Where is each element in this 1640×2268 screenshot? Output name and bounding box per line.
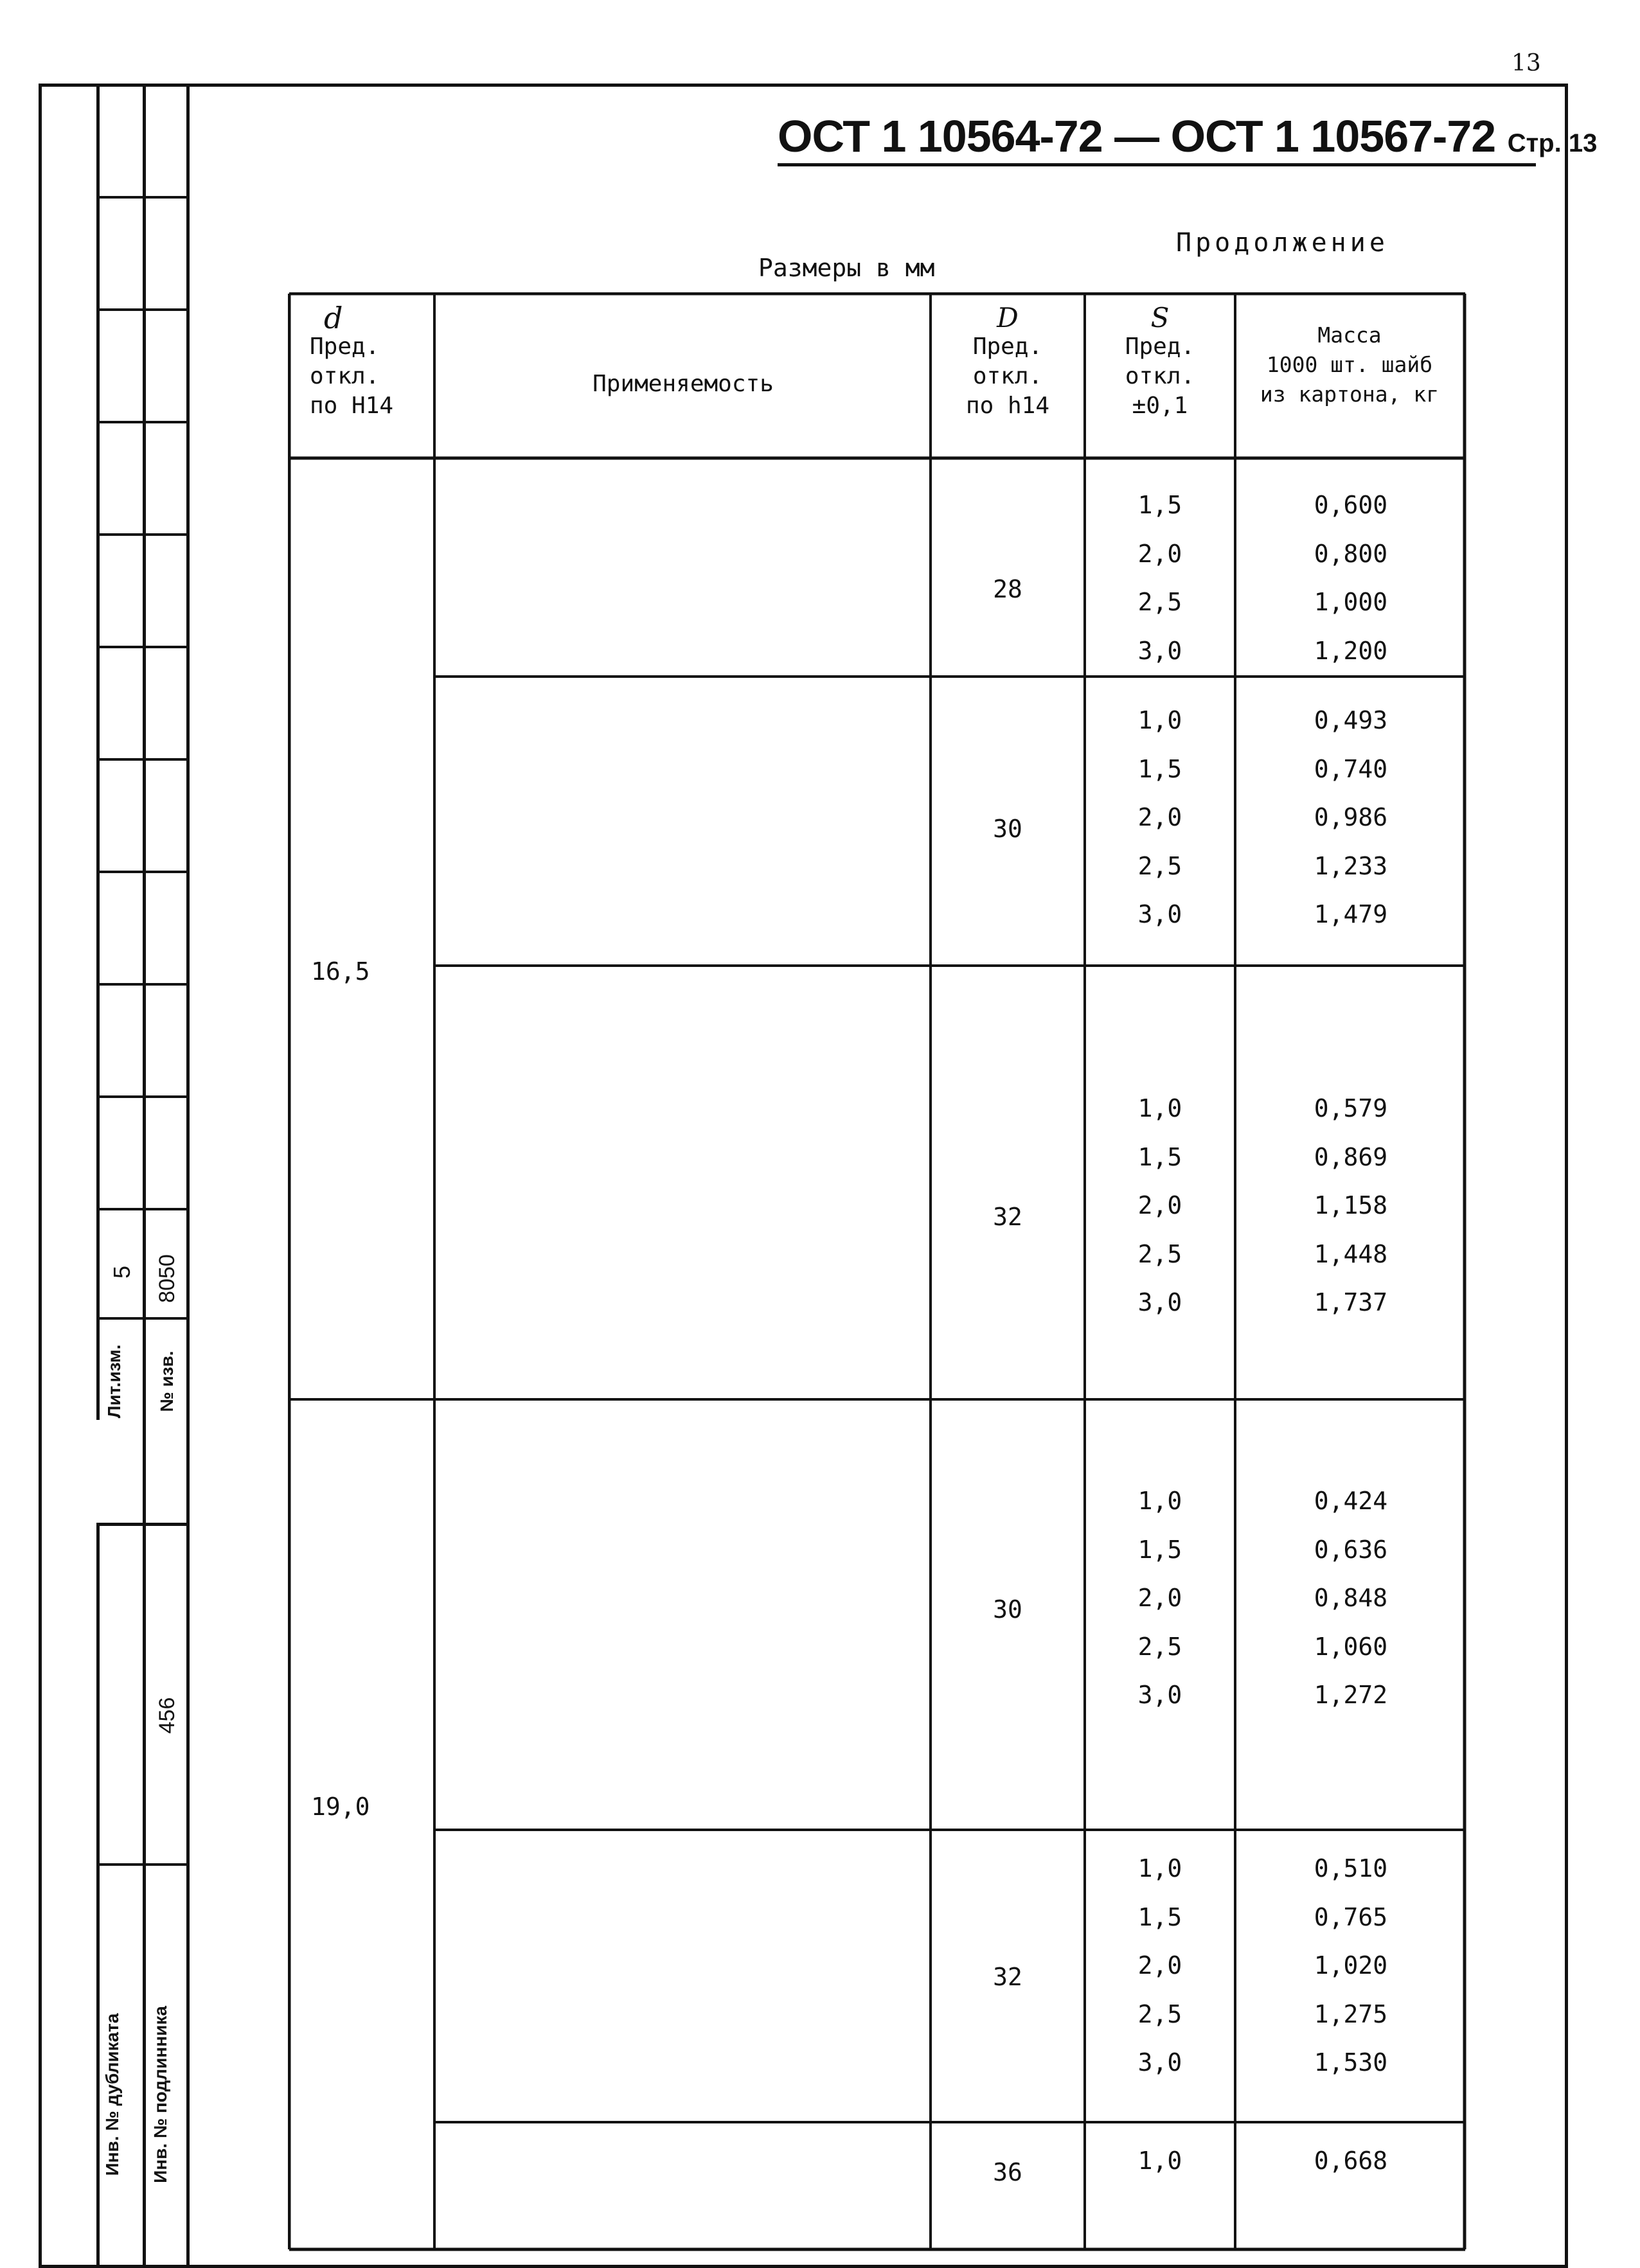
mass-value: 1,060 bbox=[1314, 1632, 1388, 1661]
stamp-divider bbox=[143, 1523, 146, 2268]
mass-value: 1,158 bbox=[1314, 1191, 1388, 1219]
mass-value: 0,800 bbox=[1314, 539, 1388, 568]
continuation-label: Продолжение bbox=[1176, 228, 1389, 258]
title-underline bbox=[778, 163, 1536, 166]
d-value: 16,5 bbox=[311, 957, 370, 986]
mass-value: 1,530 bbox=[1314, 2048, 1388, 2077]
mass-value: 1,448 bbox=[1314, 1239, 1388, 1268]
S-value: 2,5 bbox=[1137, 1999, 1182, 2028]
header-d-line: Пред. bbox=[310, 333, 380, 360]
D-value: 30 bbox=[993, 1595, 1022, 1624]
stamp-divider bbox=[96, 196, 186, 199]
S-value: 2,0 bbox=[1137, 539, 1182, 568]
header-D-symbol: D bbox=[997, 302, 1019, 333]
mass-value: 0,765 bbox=[1314, 1902, 1388, 1931]
S-value: 1,5 bbox=[1137, 1535, 1182, 1564]
header-mass-line: из картона, кг bbox=[1260, 382, 1439, 407]
mass-value: 0,848 bbox=[1314, 1584, 1388, 1612]
stamp-divider bbox=[143, 84, 146, 1523]
stamp-divider bbox=[96, 308, 186, 311]
S-value: 1,0 bbox=[1137, 1487, 1182, 1515]
header-S-line: откл. bbox=[1125, 363, 1195, 389]
header-mass-line: 1000 шт. шайб bbox=[1266, 352, 1433, 377]
header-D bbox=[931, 304, 1085, 421]
mass-value: 1,479 bbox=[1314, 900, 1388, 928]
mass-value: 0,600 bbox=[1314, 491, 1388, 519]
mass-value: 0,579 bbox=[1314, 1094, 1388, 1122]
header-D-line: откл. bbox=[972, 363, 1043, 389]
stamp-divider bbox=[96, 1523, 186, 1526]
S-value: 1,0 bbox=[1137, 1094, 1182, 1122]
S-value: 2,0 bbox=[1137, 1951, 1182, 1980]
mass-value: 1,233 bbox=[1314, 851, 1388, 880]
stamp-divider bbox=[186, 84, 190, 2268]
header-D-line: по h14 bbox=[965, 393, 1050, 419]
header-d-line: откл. bbox=[310, 363, 380, 389]
d-value: 19,0 bbox=[311, 1793, 370, 1821]
D-value: 28 bbox=[993, 575, 1022, 604]
stamp-inv-dubl-label: Инв. № дубликата bbox=[102, 2013, 122, 2176]
stamp-divider bbox=[96, 421, 186, 423]
S-value: 2,5 bbox=[1137, 851, 1182, 880]
stamp-divider bbox=[96, 84, 100, 1420]
S-value: 3,0 bbox=[1137, 636, 1182, 665]
stamp-n-izv-value: 8050 bbox=[155, 1254, 179, 1303]
stamp-divider bbox=[96, 533, 186, 536]
mass-value: 1,275 bbox=[1314, 1999, 1388, 2028]
header-d bbox=[310, 301, 451, 421]
S-value: 3,0 bbox=[1137, 2048, 1182, 2077]
S-value: 3,0 bbox=[1137, 1681, 1182, 1709]
S-value: 1,0 bbox=[1137, 1854, 1182, 1883]
header-D-line: Пред. bbox=[972, 333, 1043, 360]
document-title bbox=[778, 111, 1597, 162]
S-value: 2,0 bbox=[1137, 803, 1182, 831]
D-value: 32 bbox=[993, 1963, 1022, 1991]
S-value: 2,0 bbox=[1137, 1584, 1182, 1612]
stamp-n-izv-label: № изв. bbox=[157, 1351, 177, 1412]
header-S-line: ±0,1 bbox=[1132, 393, 1188, 419]
S-value: 2,5 bbox=[1137, 1239, 1182, 1268]
D-value: 30 bbox=[993, 815, 1022, 843]
stamp-lit-izm-label: Лит.изм. bbox=[104, 1344, 124, 1419]
stamp-divider bbox=[96, 1317, 186, 1320]
header-S-symbol: S bbox=[1150, 302, 1170, 333]
S-value: 1,0 bbox=[1137, 706, 1182, 734]
title-main: ОСТ 1 10564-72 — ОСТ 1 10567-72 bbox=[778, 111, 1496, 161]
S-value: 3,0 bbox=[1137, 1288, 1182, 1316]
S-value: 1,5 bbox=[1137, 1902, 1182, 1931]
D-value: 36 bbox=[993, 2158, 1022, 2186]
stamp-divider bbox=[96, 983, 186, 986]
mass-value: 0,668 bbox=[1314, 2147, 1388, 2175]
S-value: 2,5 bbox=[1137, 1632, 1182, 1661]
stamp-inv-podl-value: 456 bbox=[155, 1697, 179, 1734]
header-S bbox=[1085, 304, 1235, 421]
stamp-divider bbox=[96, 1095, 186, 1098]
mass-value: 1,200 bbox=[1314, 636, 1388, 665]
stamp-divider bbox=[96, 871, 186, 873]
stamp-lit-izm-value: 5 bbox=[109, 1265, 135, 1279]
washer-table bbox=[288, 292, 1466, 2252]
mass-value: 1,272 bbox=[1314, 1681, 1388, 1709]
mass-value: 1,020 bbox=[1314, 1951, 1388, 1980]
S-value: 1,5 bbox=[1137, 754, 1182, 783]
S-value: 1,5 bbox=[1137, 1142, 1182, 1171]
mass-value: 0,493 bbox=[1314, 706, 1388, 734]
stamp-divider bbox=[96, 758, 186, 761]
stamp-inv-podl-label: Инв. № подлинника bbox=[150, 2006, 170, 2183]
header-applicability: Применяемость bbox=[593, 371, 774, 397]
S-value: 2,0 bbox=[1137, 1191, 1182, 1219]
mass-value: 0,986 bbox=[1314, 803, 1388, 831]
page-number: 13 bbox=[1511, 50, 1541, 76]
mass-value: 0,869 bbox=[1314, 1142, 1388, 1171]
header-mass-line: Масса bbox=[1317, 323, 1382, 348]
S-value: 2,5 bbox=[1137, 588, 1182, 616]
D-value: 32 bbox=[993, 1203, 1022, 1231]
mass-value: 0,740 bbox=[1314, 754, 1388, 783]
S-value: 1,5 bbox=[1137, 491, 1182, 519]
mass-value: 1,000 bbox=[1314, 588, 1388, 616]
mass-value: 1,737 bbox=[1314, 1288, 1388, 1316]
header-d-line: по Н14 bbox=[310, 393, 394, 419]
units-note: Размеры в мм bbox=[758, 254, 935, 282]
title-page-label: Стр. 13 bbox=[1507, 129, 1598, 157]
header-S-line: Пред. bbox=[1125, 333, 1195, 360]
mass-value: 0,636 bbox=[1314, 1535, 1388, 1564]
header-mass bbox=[1235, 321, 1464, 409]
stamp-divider bbox=[96, 646, 186, 648]
header-d-symbol: d bbox=[324, 301, 343, 335]
mass-value: 0,424 bbox=[1314, 1487, 1388, 1515]
S-value: 3,0 bbox=[1137, 900, 1182, 928]
stamp-divider bbox=[96, 1863, 186, 1866]
mass-value: 0,510 bbox=[1314, 1854, 1388, 1883]
S-value: 1,0 bbox=[1137, 2147, 1182, 2175]
stamp-divider bbox=[96, 1208, 186, 1210]
